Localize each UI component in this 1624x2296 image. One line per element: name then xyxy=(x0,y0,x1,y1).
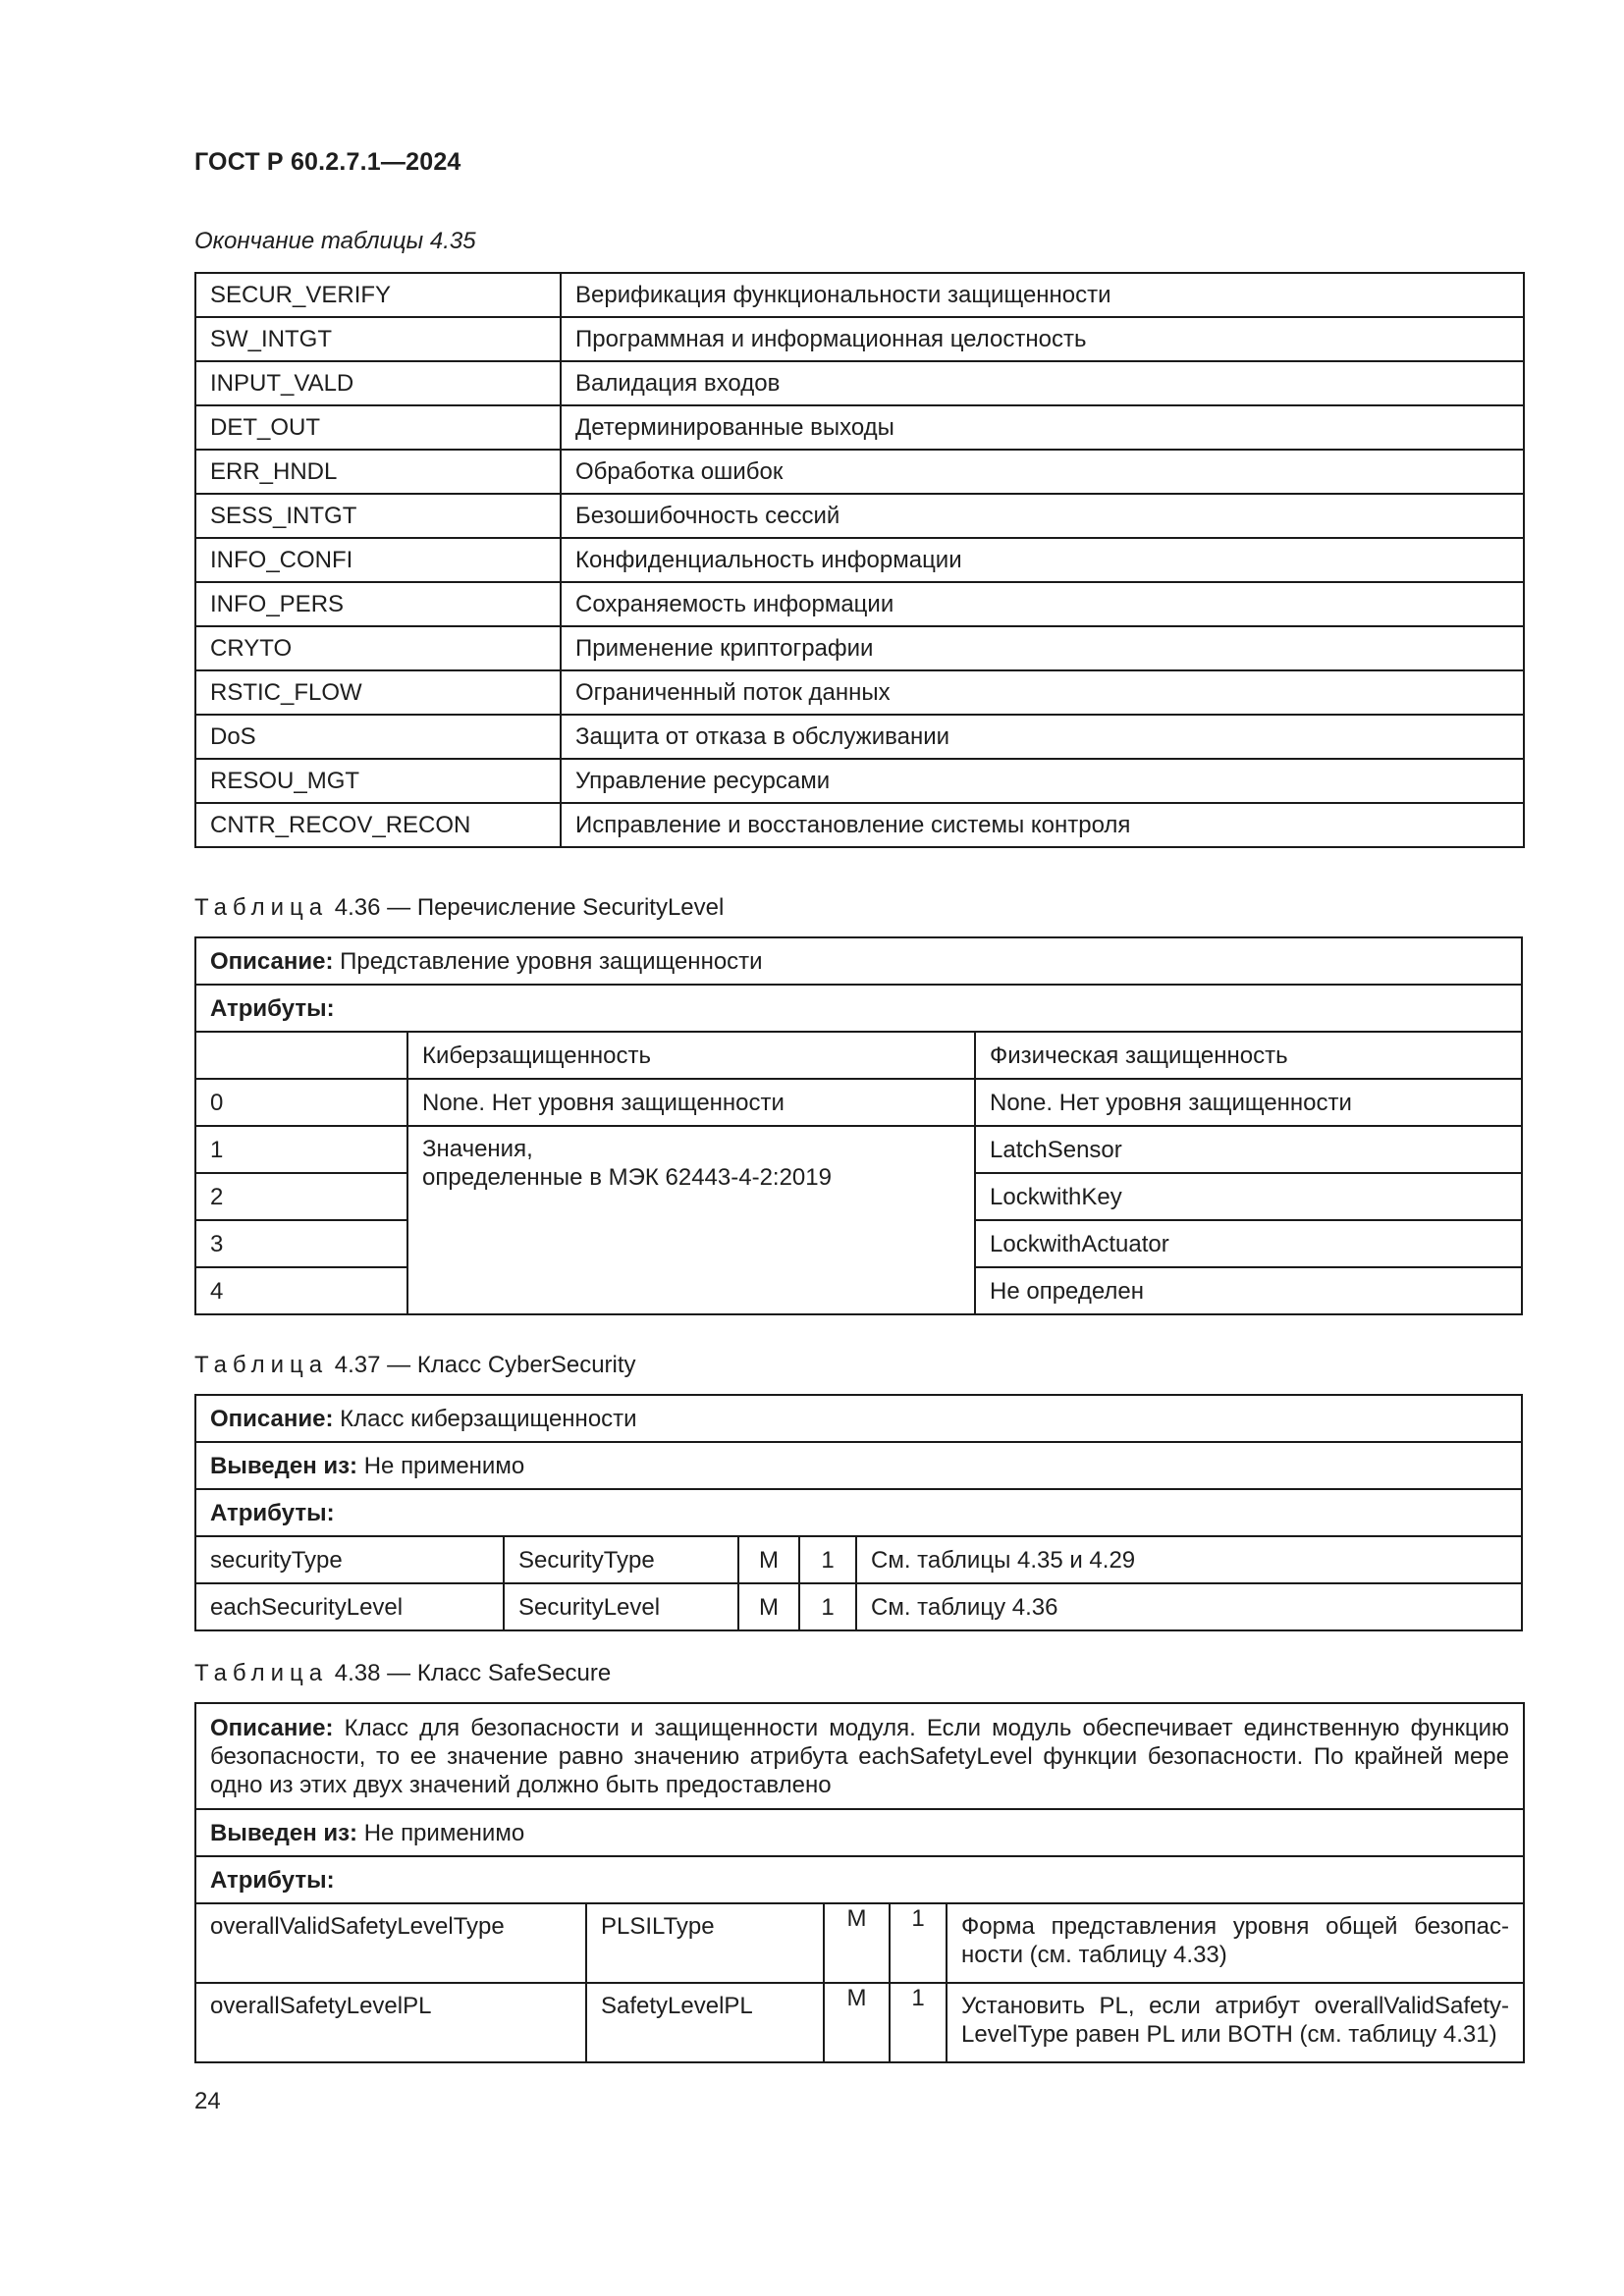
column-header-row xyxy=(195,1032,1522,1079)
table-row xyxy=(195,450,1524,494)
cyber-merged-cell xyxy=(407,1126,975,1314)
attributes-label: Атрибуты: xyxy=(195,1489,1522,1536)
attribute-name-cell: overallSafetyLevelPL xyxy=(195,1983,586,2062)
physical-cell: Не определен xyxy=(975,1267,1522,1314)
table-4-35 xyxy=(194,272,1525,848)
description-cell: Верификация функциональности защищенности xyxy=(561,273,1524,317)
document-header-title: ГОСТ Р 60.2.7.1—2024 xyxy=(194,148,461,176)
level-cell: 2 xyxy=(195,1173,407,1220)
derived-label: Выведен из: xyxy=(210,1819,358,1846)
physical-cell: LatchSensor xyxy=(975,1126,1522,1173)
attributes-row xyxy=(195,1856,1524,1903)
description-label: Описание: xyxy=(210,1714,334,1741)
table-row xyxy=(195,803,1524,847)
note-cell: Установить PL, если атрибут overallValidSafety-LevelType равен PL или BOTH (см. таблицу 4.31) xyxy=(947,1983,1524,2062)
code-cell: CRYTO xyxy=(195,626,561,670)
description-cell: Применение криптографии xyxy=(561,626,1524,670)
note-cell: См. таблицы 4.35 и 4.29 xyxy=(856,1536,1522,1583)
physical-cell: LockwithKey xyxy=(975,1173,1522,1220)
header-cyber: Киберзащищенность xyxy=(407,1032,975,1079)
mandatory-cell: M xyxy=(738,1536,799,1583)
attributes-label: Атрибуты: xyxy=(195,985,1522,1032)
attribute-name-cell: securityType xyxy=(195,1536,504,1583)
header-physical: Физическая защищенность xyxy=(975,1032,1522,1079)
description-text: Представление уровня защищенности xyxy=(333,947,763,975)
caption-text: 4.36 — Перечисление SecurityLevel xyxy=(328,894,725,921)
description-cell: Исправление и восстановление системы контроля xyxy=(561,803,1524,847)
page-number: 24 xyxy=(194,2088,221,2114)
table-row xyxy=(195,582,1524,626)
code-cell: SW_INTGT xyxy=(195,317,561,361)
cyber-cell: None. Нет уровня защищенности xyxy=(407,1079,975,1126)
table-row xyxy=(195,1126,1522,1173)
attribute-name-cell: eachSecurityLevel xyxy=(195,1583,504,1630)
code-cell: DET_OUT xyxy=(195,405,561,450)
table-row xyxy=(195,1079,1522,1126)
description-text: Класс киберзащищенности xyxy=(333,1405,637,1432)
note-cell: См. таблицу 4.36 xyxy=(856,1583,1522,1630)
code-cell: INPUT_VALD xyxy=(195,361,561,405)
table-row xyxy=(195,1983,1524,2062)
table-row xyxy=(195,405,1524,450)
description-cell: Управление ресурсами xyxy=(561,759,1524,803)
description-cell: Валидация входов xyxy=(561,361,1524,405)
table-4-38 xyxy=(194,1702,1525,2063)
attribute-type-cell: SecurityLevel xyxy=(504,1583,738,1630)
table-4-38-caption xyxy=(194,1660,611,1687)
caption-text: 4.38 — Класс SafeSecure xyxy=(328,1660,612,1686)
table-row xyxy=(195,1536,1522,1583)
description-row xyxy=(195,1703,1524,1809)
physical-cell: LockwithActuator xyxy=(975,1220,1522,1267)
attributes-row xyxy=(195,1489,1522,1536)
attribute-type-cell: PLSILType xyxy=(586,1903,824,1983)
attributes-label: Атрибуты: xyxy=(195,1856,1524,1903)
code-cell: INFO_CONFI xyxy=(195,538,561,582)
derived-label: Выведен из: xyxy=(210,1452,358,1479)
description-label: Описание: xyxy=(210,1405,334,1432)
table-row xyxy=(195,759,1524,803)
derived-row xyxy=(195,1442,1522,1489)
physical-cell: None. Нет уровня защищенности xyxy=(975,1079,1522,1126)
code-cell: RESOU_MGT xyxy=(195,759,561,803)
description-row xyxy=(195,937,1522,985)
table-row xyxy=(195,273,1524,317)
caption-label: Таблица xyxy=(194,1352,329,1378)
table-4-37 xyxy=(194,1394,1523,1631)
code-cell: ERR_HNDL xyxy=(195,450,561,494)
cardinality-cell: 1 xyxy=(890,1983,947,2062)
cardinality-cell: 1 xyxy=(799,1536,856,1583)
attribute-type-cell: SafetyLevelPL xyxy=(586,1983,824,2062)
description-cell: Конфиденциальность информации xyxy=(561,538,1524,582)
level-cell: 3 xyxy=(195,1220,407,1267)
code-cell: SECUR_VERIFY xyxy=(195,273,561,317)
code-cell: DoS xyxy=(195,715,561,759)
description-row xyxy=(195,1395,1522,1442)
caption-label: Таблица xyxy=(194,1660,329,1686)
table-4-37-caption xyxy=(194,1352,636,1379)
table-4-35-continuation-label: Окончание таблицы 4.35 xyxy=(194,228,476,254)
mandatory-cell: M xyxy=(824,1983,890,2062)
attributes-row xyxy=(195,985,1522,1032)
code-cell: INFO_PERS xyxy=(195,582,561,626)
note-cell: Форма представления уровня общей безопас-ности (см. таблицу 4.33) xyxy=(947,1903,1524,1983)
table-row xyxy=(195,1583,1522,1630)
description-cell: Детерминированные выходы xyxy=(561,405,1524,450)
description-text: Класс для безопасности и защищенности модуля. Если модуль обеспечивает единственную функцию безопасности, то ее значение равно значению атрибута eachSafetyLevel функции безопасности. По крайней мере одно из этих двух значений должно быть предоставлено xyxy=(210,1714,1509,1798)
derived-text: Не применимо xyxy=(357,1452,525,1479)
description-label: Описание: xyxy=(210,947,334,975)
description-cell: Обработка ошибок xyxy=(561,450,1524,494)
level-cell: 4 xyxy=(195,1267,407,1314)
cyber-merged-line-1: Значения, xyxy=(422,1136,533,1162)
derived-row xyxy=(195,1809,1524,1856)
table-row xyxy=(195,670,1524,715)
cardinality-cell: 1 xyxy=(799,1583,856,1630)
description-cell: Программная и информационная целостность xyxy=(561,317,1524,361)
table-row xyxy=(195,1903,1524,1983)
attribute-name-cell: overallValidSafetyLevelType xyxy=(195,1903,586,1983)
code-cell: SESS_INTGT xyxy=(195,494,561,538)
table-row xyxy=(195,494,1524,538)
description-cell: Безошибочность сессий xyxy=(561,494,1524,538)
table-4-36-caption xyxy=(194,894,724,922)
code-cell: CNTR_RECOV_RECON xyxy=(195,803,561,847)
table-row xyxy=(195,538,1524,582)
description-cell: Ограниченный поток данных xyxy=(561,670,1524,715)
cardinality-cell: 1 xyxy=(890,1903,947,1983)
table-4-36 xyxy=(194,936,1523,1315)
level-cell: 1 xyxy=(195,1126,407,1173)
table-row xyxy=(195,626,1524,670)
caption-label: Таблица xyxy=(194,894,329,921)
mandatory-cell: M xyxy=(824,1903,890,1983)
derived-text: Не применимо xyxy=(357,1819,525,1846)
description-cell: Сохраняемость информации xyxy=(561,582,1524,626)
level-cell: 0 xyxy=(195,1079,407,1126)
table-row xyxy=(195,361,1524,405)
description-cell: Защита от отказа в обслуживании xyxy=(561,715,1524,759)
table-row xyxy=(195,715,1524,759)
cyber-merged-line-2: определенные в МЭК 62443-4-2:2019 xyxy=(422,1164,832,1191)
empty-header-cell xyxy=(195,1032,407,1079)
code-cell: RSTIC_FLOW xyxy=(195,670,561,715)
caption-text: 4.37 — Класс CyberSecurity xyxy=(328,1352,636,1378)
table-row xyxy=(195,317,1524,361)
mandatory-cell: M xyxy=(738,1583,799,1630)
attribute-type-cell: SecurityType xyxy=(504,1536,738,1583)
